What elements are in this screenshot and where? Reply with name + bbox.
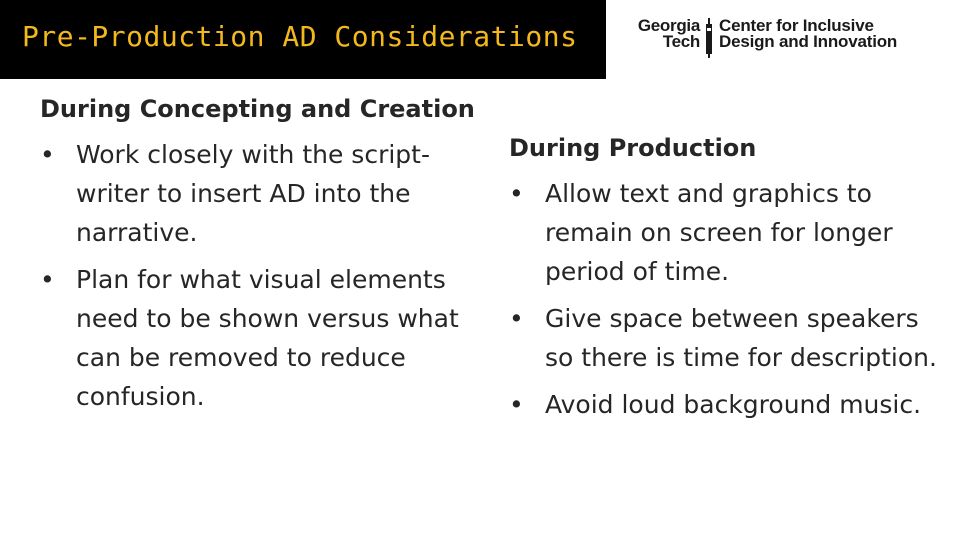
right-heading: During Production bbox=[509, 134, 757, 162]
logo-center-line2: Design and Innovation bbox=[719, 32, 898, 51]
logo-tech-text: Tech bbox=[662, 32, 700, 51]
bullet-icon: • bbox=[40, 140, 55, 169]
bullet-icon: • bbox=[509, 390, 524, 419]
list-item bbox=[40, 260, 480, 416]
list-item bbox=[509, 385, 939, 424]
left-column bbox=[40, 90, 480, 424]
list-item-text: Plan for what visual elements need to be shown versus what can be removed to reduce confusion. bbox=[76, 265, 459, 411]
right-column bbox=[509, 129, 939, 432]
list-item-text: Work closely with the script-writer to insert AD into the narrative. bbox=[76, 140, 430, 247]
slide-title: Pre-Production AD Considerations bbox=[22, 20, 578, 53]
bullet-icon: • bbox=[509, 304, 524, 333]
tech-tower-icon bbox=[704, 18, 714, 58]
title-bar bbox=[0, 0, 606, 79]
logo bbox=[620, 18, 940, 62]
list-item bbox=[509, 299, 939, 377]
left-bullet-list bbox=[40, 135, 480, 416]
logo-georgia-tech bbox=[620, 18, 700, 50]
bullet-icon: • bbox=[509, 179, 524, 208]
logo-center-line1: Center for Inclusive bbox=[719, 16, 874, 35]
bullet-icon: • bbox=[40, 265, 55, 294]
logo-georgia-text: Georgia bbox=[637, 16, 700, 35]
list-item bbox=[40, 135, 480, 252]
right-bullet-list bbox=[509, 174, 939, 424]
list-item-text: Allow text and graphics to remain on screen for longer period of time. bbox=[545, 179, 893, 286]
left-heading: During Concepting and Creation bbox=[40, 95, 475, 123]
logo-center-name bbox=[719, 18, 897, 50]
list-item-text: Give space between speakers so there is time for description. bbox=[545, 304, 937, 372]
list-item-text: Avoid loud background music. bbox=[545, 390, 922, 419]
list-item bbox=[509, 174, 939, 291]
